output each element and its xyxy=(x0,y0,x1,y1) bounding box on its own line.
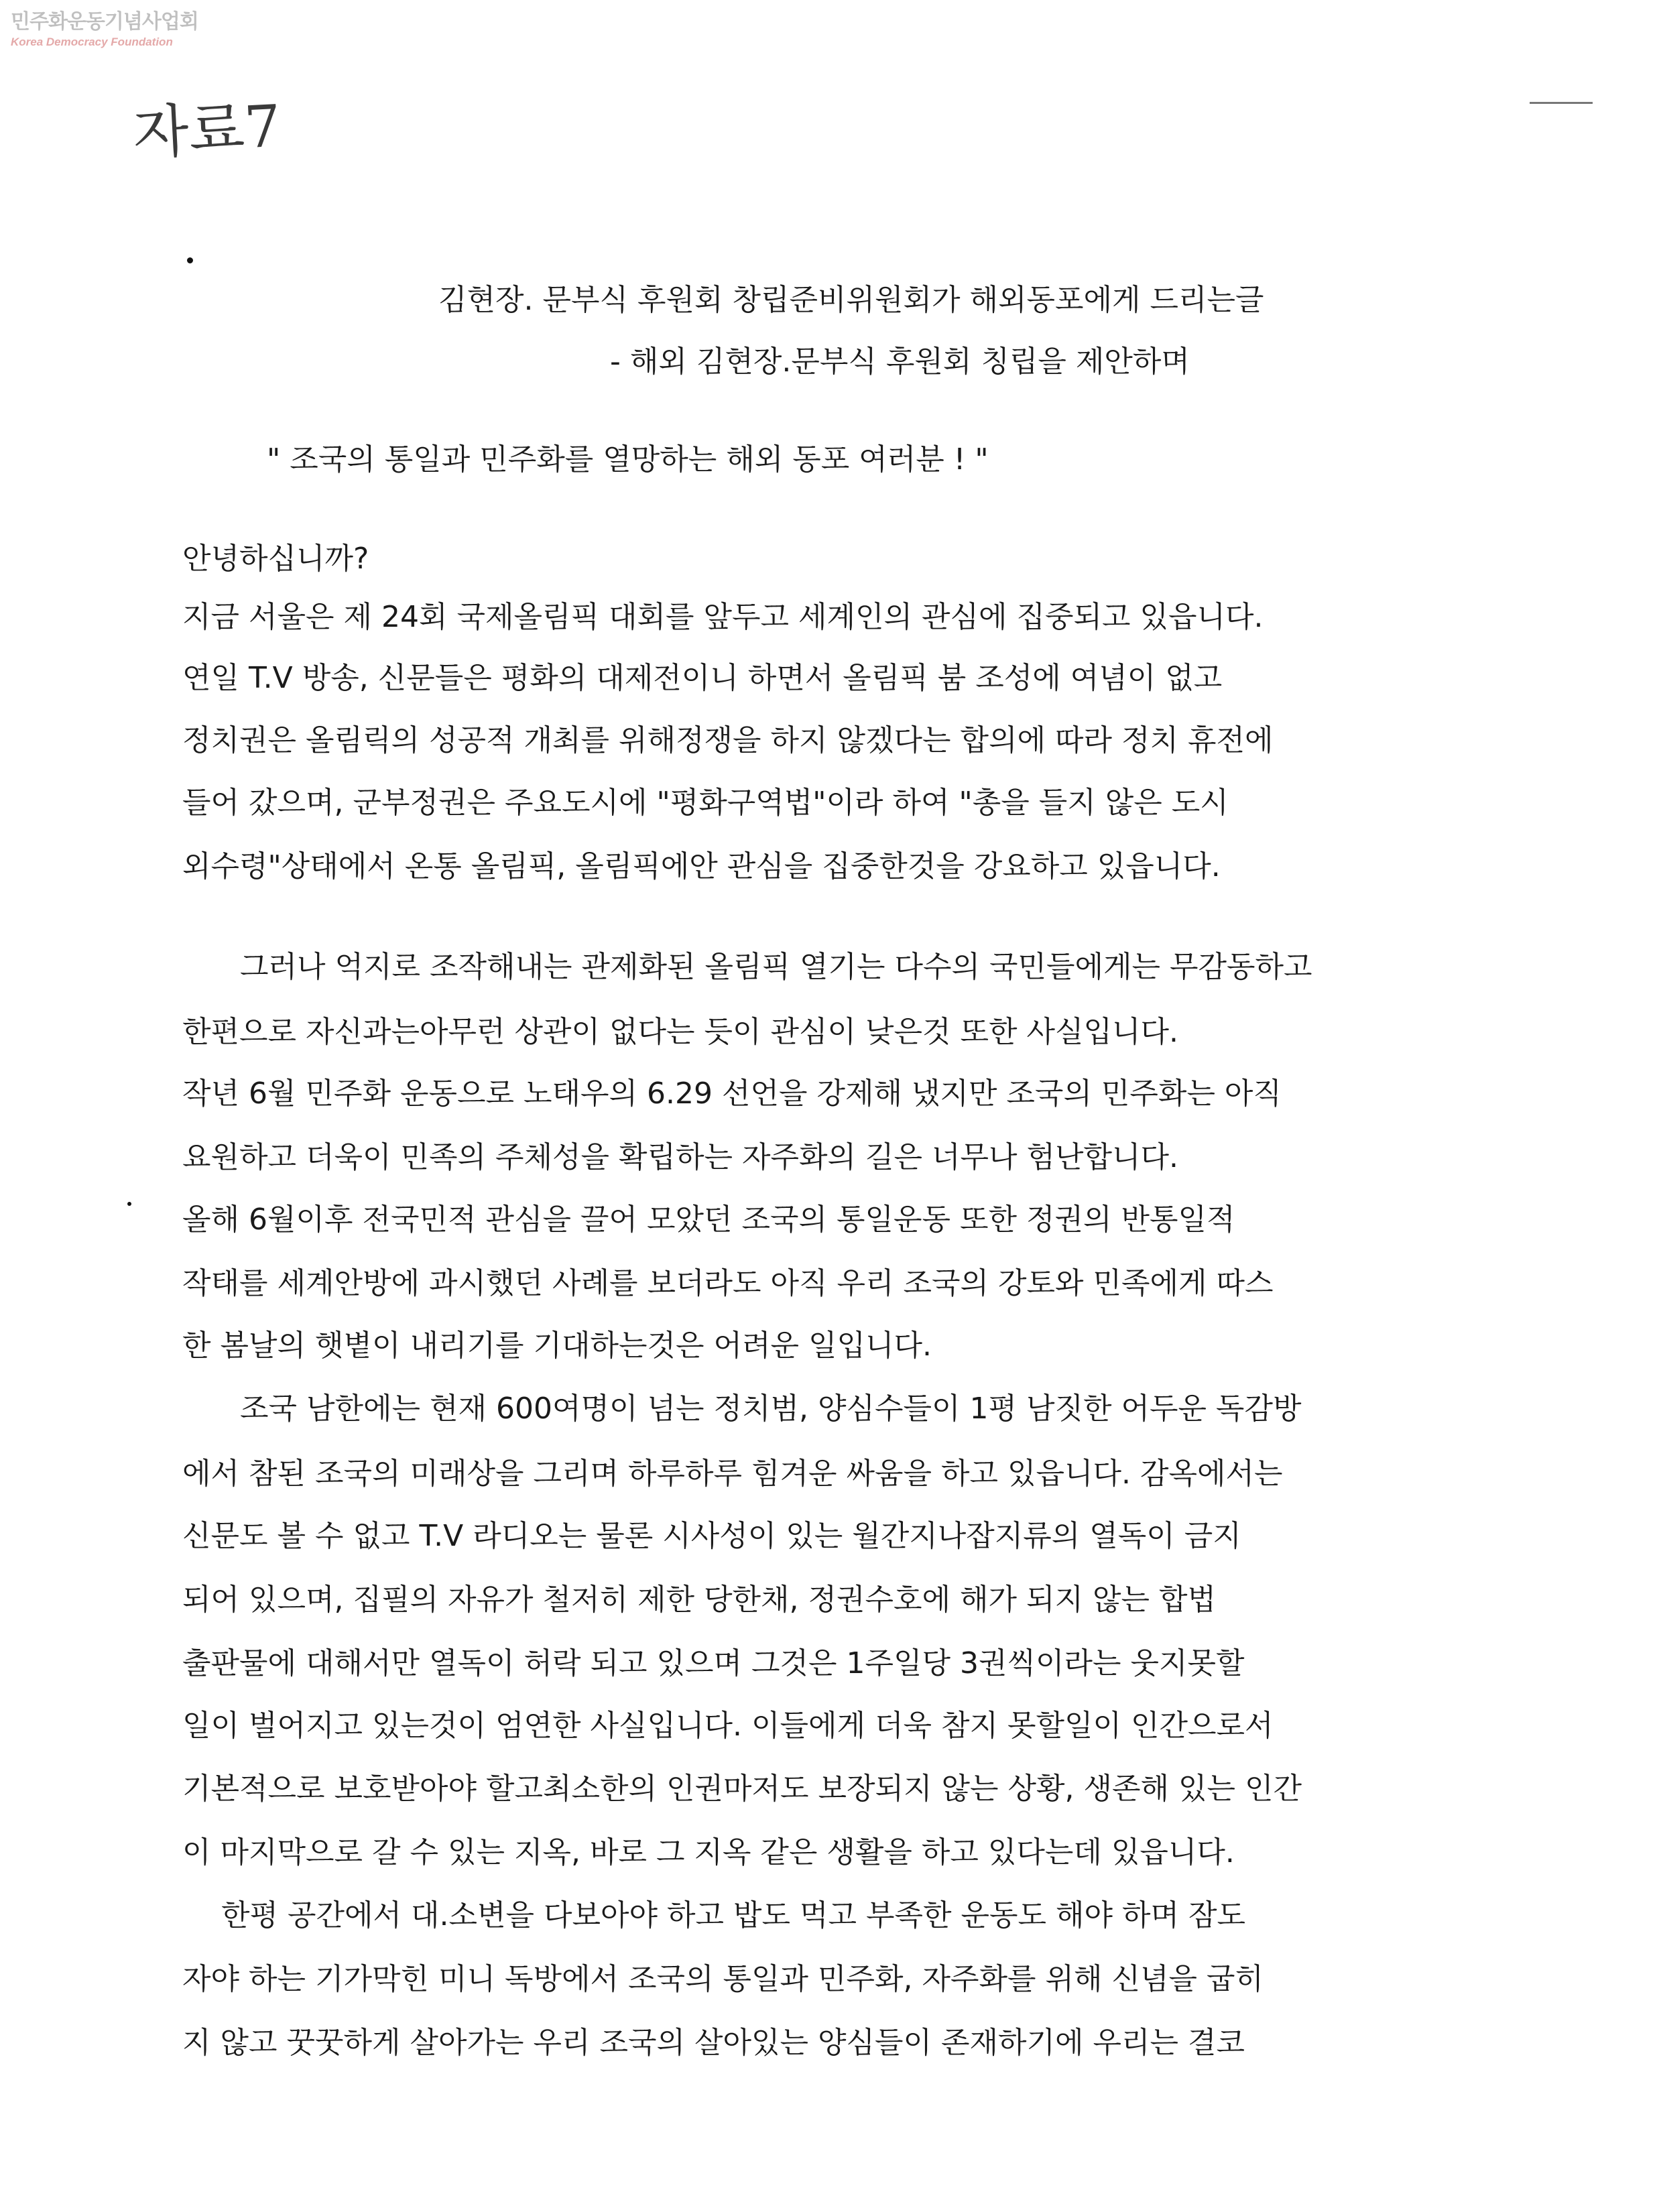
stray-dot-mark xyxy=(127,1202,131,1206)
body-line: 연일 T.V 방송, 신문들은 평화의 대제전이니 하면서 올림픽 붐 조성에 여념이 없고 xyxy=(182,661,1223,695)
body-line: 지 않고 꿋꿋하게 살아가는 우리 조국의 살아있는 양심들이 존재하기에 우리는 결코 xyxy=(182,2026,1245,2060)
body-line: 지금 서울은 제 24회 국제올림픽 대회를 앞두고 세계인의 관심에 집중되고 있읍니다. xyxy=(182,600,1264,634)
corner-pen-mark xyxy=(1530,102,1593,104)
body-line: 정치권은 올림릭의 성공적 개최를 위해정쟁을 하지 않겠다는 합의에 따라 정치 휴전에 xyxy=(182,723,1274,757)
body-line: 들어 갔으며, 군부정권은 주요도시에 "평화구역법"이라 하여 "총을 들지 않은 도시 xyxy=(182,786,1229,820)
body-line: 작년 6월 민주화 운동으로 노태우의 6.29 선언을 강제해 냈지만 조국의 민주화는 아직 xyxy=(182,1077,1282,1111)
body-line: 에서 참된 조국의 미래상을 그리며 하루하루 힘겨운 싸움을 하고 있읍니다. 감옥에서는 xyxy=(182,1457,1283,1491)
body-line: 한 봄날의 햇볕이 내리기를 기대하는것은 어려운 일입니다. xyxy=(182,1329,932,1363)
body-line: 한편으로 자신과는아무런 상관이 없다는 듯이 관심이 낮은것 또한 사실입니다. xyxy=(182,1015,1179,1049)
greeting: 안녕하십니까? xyxy=(182,542,369,576)
body-line: 되어 있으며, 집필의 자유가 철저히 제한 당한채, 정권수호에 해가 되지 않는 합법 xyxy=(182,1583,1216,1617)
handwritten-note: 자료7 xyxy=(131,93,283,168)
watermark-korean: 민주화운동기념사업회 xyxy=(11,10,198,34)
body-line: 신문도 볼 수 없고 T.V 라디오는 물론 시사성이 있는 월간지나잡지류의 열독이 금지 xyxy=(182,1519,1241,1553)
body-line: 자야 하는 기가막힌 미니 독방에서 조국의 통일과 민주화, 자주화를 위해 신념을 굽히 xyxy=(182,1962,1264,1996)
body-line: 외수령"상태에서 온통 올림픽, 올림픽에안 관심을 집중한것을 강요하고 있읍니다. xyxy=(182,849,1221,883)
body-line: 출판물에 대해서만 열독이 허락 되고 있으며 그것은 1주일당 3권씩이라는 웃지못할 xyxy=(182,1646,1245,1680)
body-line: 기본적으로 보호받아야 할고최소한의 인권마저도 보장되지 않는 상황, 생존해 있는 인간 xyxy=(182,1772,1302,1806)
document-title: 김현장. 문부식 후원회 창립준비위원회가 해외동포에게 드리는글 xyxy=(438,283,1264,317)
body-line: 올해 6월이후 전국민적 관심을 끌어 모았던 조국의 통일운동 또한 정권의 반통일적 xyxy=(182,1203,1235,1237)
body-line: 일이 벌어지고 있는것이 엄연한 사실입니다. 이들에게 더욱 참지 못할일이 인간으로서 xyxy=(182,1709,1274,1743)
body-line: 조국 남한에는 현재 600여명이 넘는 정치범, 양심수들이 1평 남짓한 어두운 독감방 xyxy=(240,1392,1302,1426)
body-line: 요원하고 더욱이 민족의 주체성을 확립하는 자주화의 길은 너무나 험난합니다. xyxy=(182,1140,1179,1174)
address-line: " 조국의 통일과 민주화를 열망하는 해외 동포 여러분 ! " xyxy=(267,442,989,477)
body-line: 한평 공간에서 대.소변을 다보아야 하고 밥도 먹고 부족한 운동도 해야 하며 잠도 xyxy=(221,1898,1245,1932)
foundation-watermark xyxy=(11,9,212,50)
document-subtitle: - 해외 김현장.문부식 후원회 칭립을 제안하며 xyxy=(610,345,1190,379)
watermark-english: Korea Democracy Foundation xyxy=(11,36,173,48)
body-line: 이 마지막으로 갈 수 있는 지옥, 바로 그 지옥 같은 생활을 하고 있다는데 있읍니다. xyxy=(182,1835,1235,1869)
stray-dot-mark xyxy=(187,257,193,263)
body-line: 그러나 억지로 조작해내는 관제화된 올림픽 열기는 다수의 국민들에게는 무감동하고 xyxy=(240,950,1312,984)
body-line: 작태를 세계안방에 과시했던 사례를 보더라도 아직 우리 조국의 강토와 민족에게 따스 xyxy=(182,1266,1274,1300)
